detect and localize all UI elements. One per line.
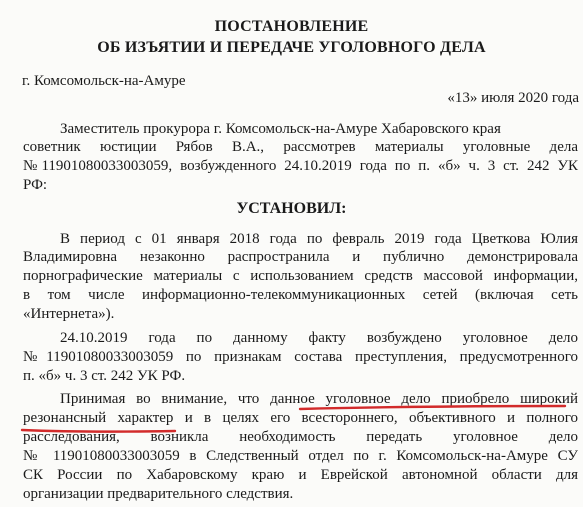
intro-line-1: Заместитель прокурора г. Комсомольск-на-Амуре Хабаровского края	[60, 121, 501, 137]
date-line: «13» июля 2020 года	[447, 90, 579, 106]
para1-line-3: порнографические материалы с использованием средств массовой информации,	[23, 268, 578, 284]
para3-line-5: СК России по Хабаровскому краю и Еврейской автономной области для	[23, 467, 578, 483]
para1-line-5: «Интернета»).	[23, 306, 115, 322]
para3-line-3: расследования, возникла необходимость передать уголовное дело	[23, 429, 578, 445]
underline-stroke-1	[300, 406, 565, 409]
para2-line-1: 24.10.2019 года по данному факту возбуждено уголовное дело	[60, 330, 578, 346]
underline-stroke-2	[22, 430, 175, 432]
para1-line-4: в том числе информационно-телекоммуникационных сетей (включая сеть	[23, 287, 578, 303]
para3-line-6: организации предварительного следствия.	[23, 486, 294, 502]
para3-line-4: № 11901080033003059 в Следственный отдел по г. Комсомольск-на-Амуре СУ	[23, 448, 578, 464]
document-title: ПОСТАНОВЛЕНИЕ	[214, 18, 369, 35]
established-heading: УСТАНОВИЛ:	[236, 200, 347, 217]
para2-line-3: п. «б» ч. 3 ст. 242 УК РФ.	[23, 368, 186, 384]
intro-line-3: №11901080033003059, возбужденного 24.10.2019 года по п. «б» ч. 3 ст. 242 УК	[23, 158, 578, 174]
para3-line-2: резонансный характер и в целях его всестороннего, объективного и полного	[23, 410, 578, 426]
para1-line-2: Владимировна незаконно распространила и публично демонстрировала	[23, 249, 578, 265]
para3-line-1: Принимая во внимание, что данное уголовное дело приобрело широкий	[60, 391, 578, 407]
document-subtitle: ОБ ИЗЪЯТИИ И ПЕРЕДАЧЕ УГОЛОВНОГО ДЕЛА	[97, 39, 486, 56]
para1-line-1: В период с 01 января 2018 года по февраль 2019 года Цветкова Юлия	[60, 231, 578, 247]
intro-line-4: РФ:	[23, 177, 48, 193]
intro-line-2: советник юстиции Рябов В.А., рассмотрев материалы уголовные дела	[23, 139, 578, 155]
para2-line-2: №11901080033003059 по признакам состава преступления, предусмотренного	[23, 349, 578, 365]
city-line: г. Комсомольск-на-Амуре	[22, 73, 186, 89]
